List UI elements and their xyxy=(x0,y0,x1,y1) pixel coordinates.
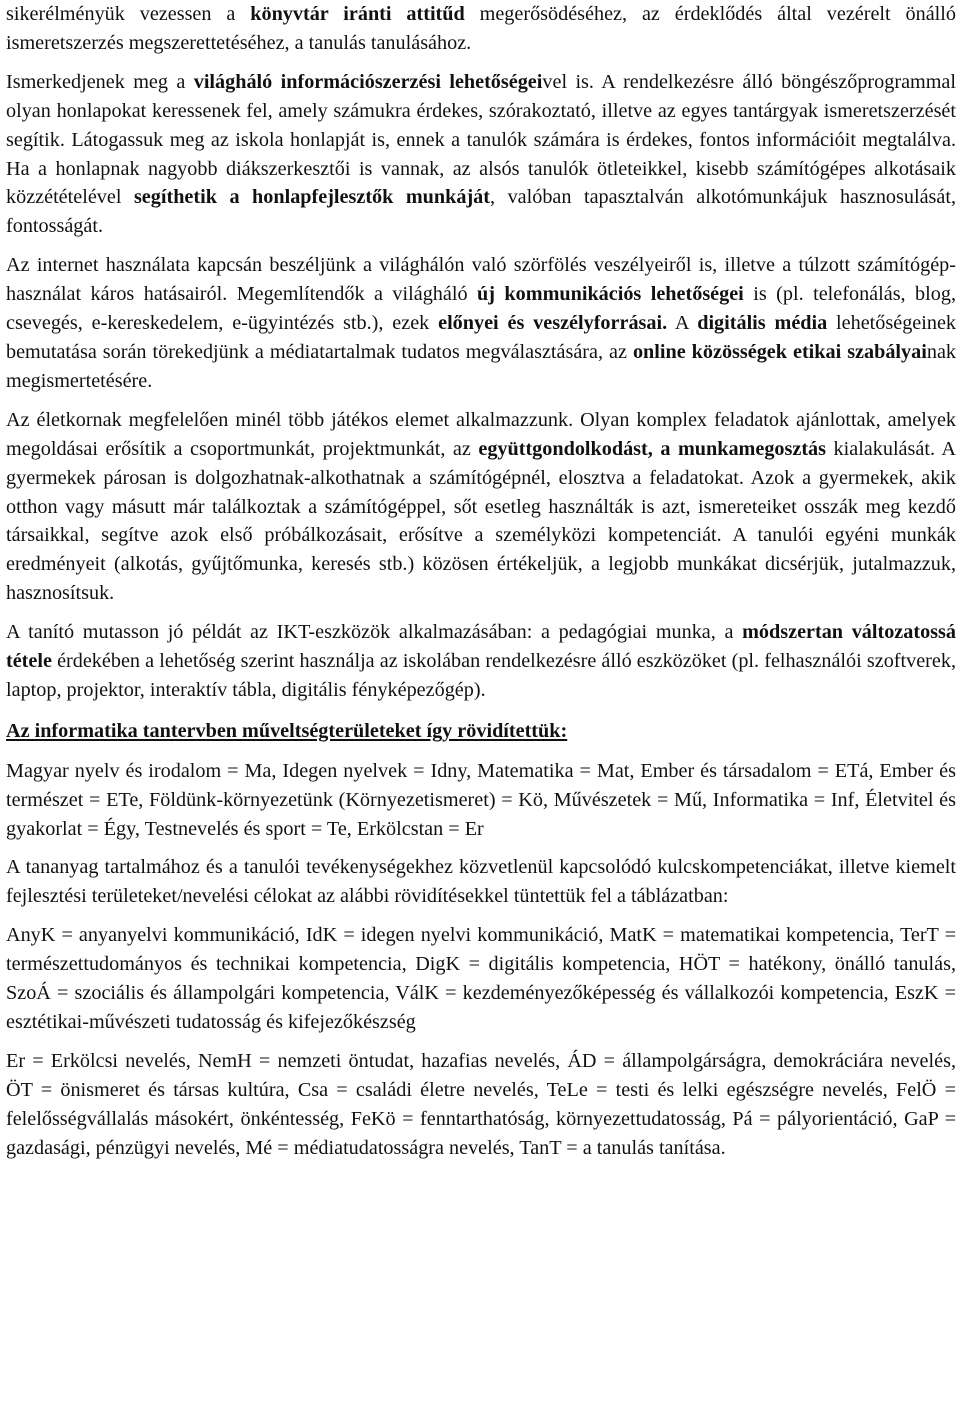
paragraph-internet-use: Az internet használata kapcsán beszéljünk a világhálón való szörfölés veszélyeiről is, illetve a túlzott számítógép-használat káros hatásairól. Megemlítendők a világháló új kommunikációs lehetőségei is (pl. telefonálás, blog, csevegés, e-kereskedelem, e-ügyintézés stb.), ezek előnyei és veszélyforrásai. A digitális média lehetőségeinek bemutatása során törekedjünk a médiatartalmak tudatos megválasztására, az online közösségek etikai szabályainak megismertetésére. xyxy=(6,254,957,392)
paragraph-library-attitude: sikerélményük vezessen a könyvtár iránti attitűd megerősödéséhez, az érdeklődés által vezérelt önálló ismeretszerzés megszerettetéséhez, a tanulás tanulásához. xyxy=(6,3,956,54)
paragraph-playful-elements: Az életkornak megfelelően minél több játékos elemet alkalmazzunk. Olyan komplex feladatok ajánlottak, amelyek megoldásai erősítik a csoportmunkát, projektmunkát, az együttgondolkodást, a munkamegosztás kialakulását. A gyermekek párosan is dolgozhatnak-alkothatnak a számítógépnél, elosztva a feladatokat. Azok a gyermekek, akik otthon vagy másutt már találkoztak a számítógéppel, sőt esetleg használták is azt, ismereteiket osszák meg kezdő társaikkal, segítve azok első próbálkozásait, erősítve a személyközi kompetenciát. A tanulói egyéni munkák eredményeit (alkotás, gyűjtőmunka, keresés stb.) közösen értékeljük, a legjobb munkákat dicsérjük, jutalmazzuk, hasznosítsuk. xyxy=(6,408,956,605)
document-page xyxy=(6,0,956,1163)
emphasis-advantages-risks: előnyei és veszélyforrásai. xyxy=(438,312,668,335)
emphasis-digital-media: digitális média xyxy=(697,312,828,335)
emphasis-methodology: módszertan változatossá tétele xyxy=(6,621,956,673)
paragraph-subject-abbreviations: Magyar nyelv és irodalom = Ma, Idegen nyelvek = Idny, Matematika = Mat, Ember és társadalom = ETá, Ember és természet = ETe, Földünk-környezetünk (Környezetismeret) = Kö, Művészetek = Mű, Informatika = Inf, Életvitel és gyakorlat = Égy, Testnevelés és sport = Te, Erkölcstan = Er xyxy=(6,759,956,840)
emphasis-new-communication: új kommunikációs lehetőségei xyxy=(477,283,744,306)
section-heading: Az informatika tantervben műveltségterületeket így rövidítettük: xyxy=(6,719,568,742)
emphasis-cooperation: együttgondolkodást, a munkamegosztás xyxy=(478,437,826,460)
paragraph-education-goals: Er = Erkölcsi nevelés, NemH = nemzeti öntudat, hazafias nevelés, ÁD = állampolgárságra, demokráciára nevelés, ÖT = önismeret és társas kultúra, Csa = családi életre nevelés, TeLe = testi és lelki egészségre nevelés, FelÖ = felelősségvállalás másokért, önkéntesség, FeKö = fenntarthatóság, környezettudatosság, Pá = pályorientáció, GaP = gazdasági, pénzügyi nevelés, Mé = médiatudatosságra nevelés, TanT = a tanulás tanítása. xyxy=(6,1049,956,1159)
paragraph-teacher-example: A tanító mutasson jó példát az IKT-eszközök alkalmazásában: a pedagógiai munka, a módszertan változatossá tétele érdekében a lehetőség szerint használja az iskolában rendelkezésre álló eszközöket (pl. felhasználói szoftverek, laptop, projektor, interaktív tábla, digitális fényképezőgép). xyxy=(6,621,956,701)
paragraph-competence-intro: A tananyag tartalmához és a tanulói tevékenységekhez közvetlenül kapcsolódó kulcskompetenciákat, illetve kiemelt fejlesztési területeket/nevelési célokat az alábbi rövidítésekkel tüntettük fel a táblázatban: xyxy=(6,856,956,908)
emphasis-library-attitude: könyvtár iránti attitűd xyxy=(250,3,465,25)
paragraph-key-competences: AnyK = anyanyelvi kommunikáció, IdK = idegen nyelvi kommunikáció, MatK = matematikai kompetencia, TerT = természettudományos és technikai kompetencia, DigK = digitális kompetencia, HÖT = hatékony, önálló tanulás, SzoÁ = szociális és állampolgári kompetencia, VálK = kezdeményezőképesség és vállalkozói kompetencia, EszK = esztétikai-művészeti tudatosság és kifejezőkészség xyxy=(6,924,956,1033)
emphasis-online-ethics: online közösségek etikai szabályai xyxy=(632,340,927,363)
emphasis-homepage-devs: segíthetik a honlapfejlesztők munkáját xyxy=(133,186,491,209)
paragraph-web-information: Ismerkedjenek meg a világháló információszerzési lehetőségeivel is. A rendelkezésre álló böngészőprogrammal olyan honlapokat keressenek fel, amely számukra érdekes, szórakoztató, illetve az egyes tantárgyak ismeretszerzését segítik. Látogassuk meg az iskola honlapját is, ennek a tanulók számára is érdekes, fontos információit megtalálva. Ha a honlapnak nagyobb diákszerkesztői is vannak, az alsós tanulók ötleteikkel, kisebb számítógépes alkotásaik közzétételével segíthetik a honlapfejlesztők munkáját, valóban tapasztalván alkotómunkájuk hasznosulását, fontosságát. xyxy=(6,70,957,238)
emphasis-web-info: világháló információszerzési lehetőségei xyxy=(193,70,543,93)
